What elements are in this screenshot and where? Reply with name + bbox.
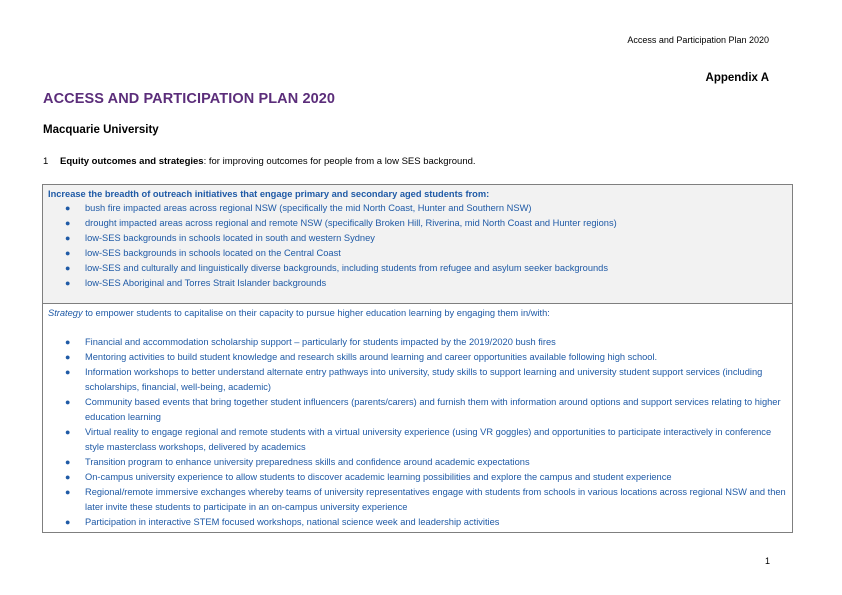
outreach-cell (43, 185, 792, 304)
list-item-text: drought impacted areas across regional and remote NSW (specifically Broken Hill, Riverina, mid North Coast and Hunter regions) (85, 218, 617, 228)
list-item-text: Information workshops to better understand alternate entry pathways into university, study skills to support learning and university student support services (including scholarships, financial, well-being, academic) (85, 367, 763, 392)
organisation-name: Macquarie University (43, 124, 159, 136)
list-item-text: Mentoring activities to build student knowledge and research skills around learning and career opportunities available following high school. (85, 352, 658, 362)
bullet-icon: ● (65, 203, 71, 213)
strategy-intro (48, 306, 787, 320)
bullet-icon: ● (65, 367, 71, 377)
outreach-list (48, 201, 787, 291)
equity-table (42, 184, 793, 533)
document-title: ACCESS AND PARTICIPATION PLAN 2020 (43, 91, 336, 107)
section-heading-text: : for improving outcomes for people from a low SES background. (203, 156, 476, 167)
list-item-text: Financial and accommodation scholarship support – particularly for students impacted by the 2019/2020 bush fires (85, 337, 556, 347)
list-item-text: On-campus university experience to allow students to discover academic learning possibilities and explore the campus and student experience (85, 472, 672, 482)
bullet-icon: ● (65, 397, 71, 407)
section-number: 1 (43, 156, 49, 167)
list-item (48, 261, 787, 276)
list-item (48, 470, 787, 485)
list-item-text: Community based events that bring together student influencers (parents/carers) and furnish them with information around options and support services relating to higher education learning (85, 397, 781, 422)
list-item (48, 395, 787, 425)
list-item (48, 246, 787, 261)
list-item (48, 335, 787, 350)
list-item-text: low-SES Aboriginal and Torres Strait Islander backgrounds (85, 278, 327, 288)
section-heading-bold: Equity outcomes and strategies (60, 156, 204, 167)
list-item (48, 455, 787, 470)
bullet-icon: ● (65, 263, 71, 273)
bullet-icon: ● (65, 233, 71, 243)
running-header: Access and Participation Plan 2020 (627, 35, 769, 45)
bullet-icon: ● (65, 457, 71, 467)
list-item (48, 365, 787, 395)
list-item (48, 201, 787, 216)
list-item (48, 231, 787, 246)
strategy-cell (43, 304, 792, 532)
list-item (48, 515, 787, 530)
strategy-intro-text: to empower students to capitalise on their capacity to pursue higher education learning by engaging them in/with: (82, 308, 550, 318)
outreach-heading: Increase the breadth of outreach initiatives that engage primary and secondary aged students from: (48, 189, 490, 199)
bullet-icon: ● (65, 487, 71, 497)
bullet-icon: ● (65, 248, 71, 258)
bullet-icon: ● (65, 337, 71, 347)
bullet-icon: ● (65, 352, 71, 362)
list-item (48, 425, 787, 455)
bullet-icon: ● (65, 517, 71, 527)
list-item-text: Regional/remote immersive exchanges whereby teams of university representatives engage with students from schools in various locations across regional NSW and then later invite these students to participate in an on-campus university experience (85, 487, 786, 512)
list-item-text: Transition program to enhance university preparedness skills and confidence around academic expectations (85, 457, 530, 467)
list-item-text: Virtual reality to engage regional and remote students with a virtual university experience (using VR goggles) and opportunities to participate interactively in conference style masterclass workshops, delivered by academics (85, 427, 772, 452)
list-item (48, 350, 787, 365)
strategy-list (48, 335, 787, 530)
list-item-text: low-SES backgrounds in schools located on the Central Coast (85, 248, 341, 258)
section-heading (43, 156, 476, 167)
appendix-label: Appendix A (705, 72, 769, 84)
list-item-text: bush fire impacted areas across regional NSW (specifically the mid North Coast, Hunter and Southern NSW) (85, 203, 532, 213)
bullet-icon: ● (65, 472, 71, 482)
page-number: 1 (764, 556, 770, 566)
list-item (48, 485, 787, 515)
list-item-text: low-SES backgrounds in schools located in south and western Sydney (85, 233, 375, 243)
list-item-text: Participation in interactive STEM focused workshops, national science week and leadership activities (85, 517, 500, 527)
bullet-icon: ● (65, 427, 71, 437)
list-item-text: low-SES and culturally and linguistically diverse backgrounds, including students from refugee and asylum seeker backgrounds (85, 263, 608, 273)
list-item (48, 216, 787, 231)
strategy-label: Strategy (48, 308, 83, 318)
bullet-icon: ● (65, 218, 71, 228)
list-item (48, 276, 787, 291)
bullet-icon: ● (65, 278, 71, 288)
